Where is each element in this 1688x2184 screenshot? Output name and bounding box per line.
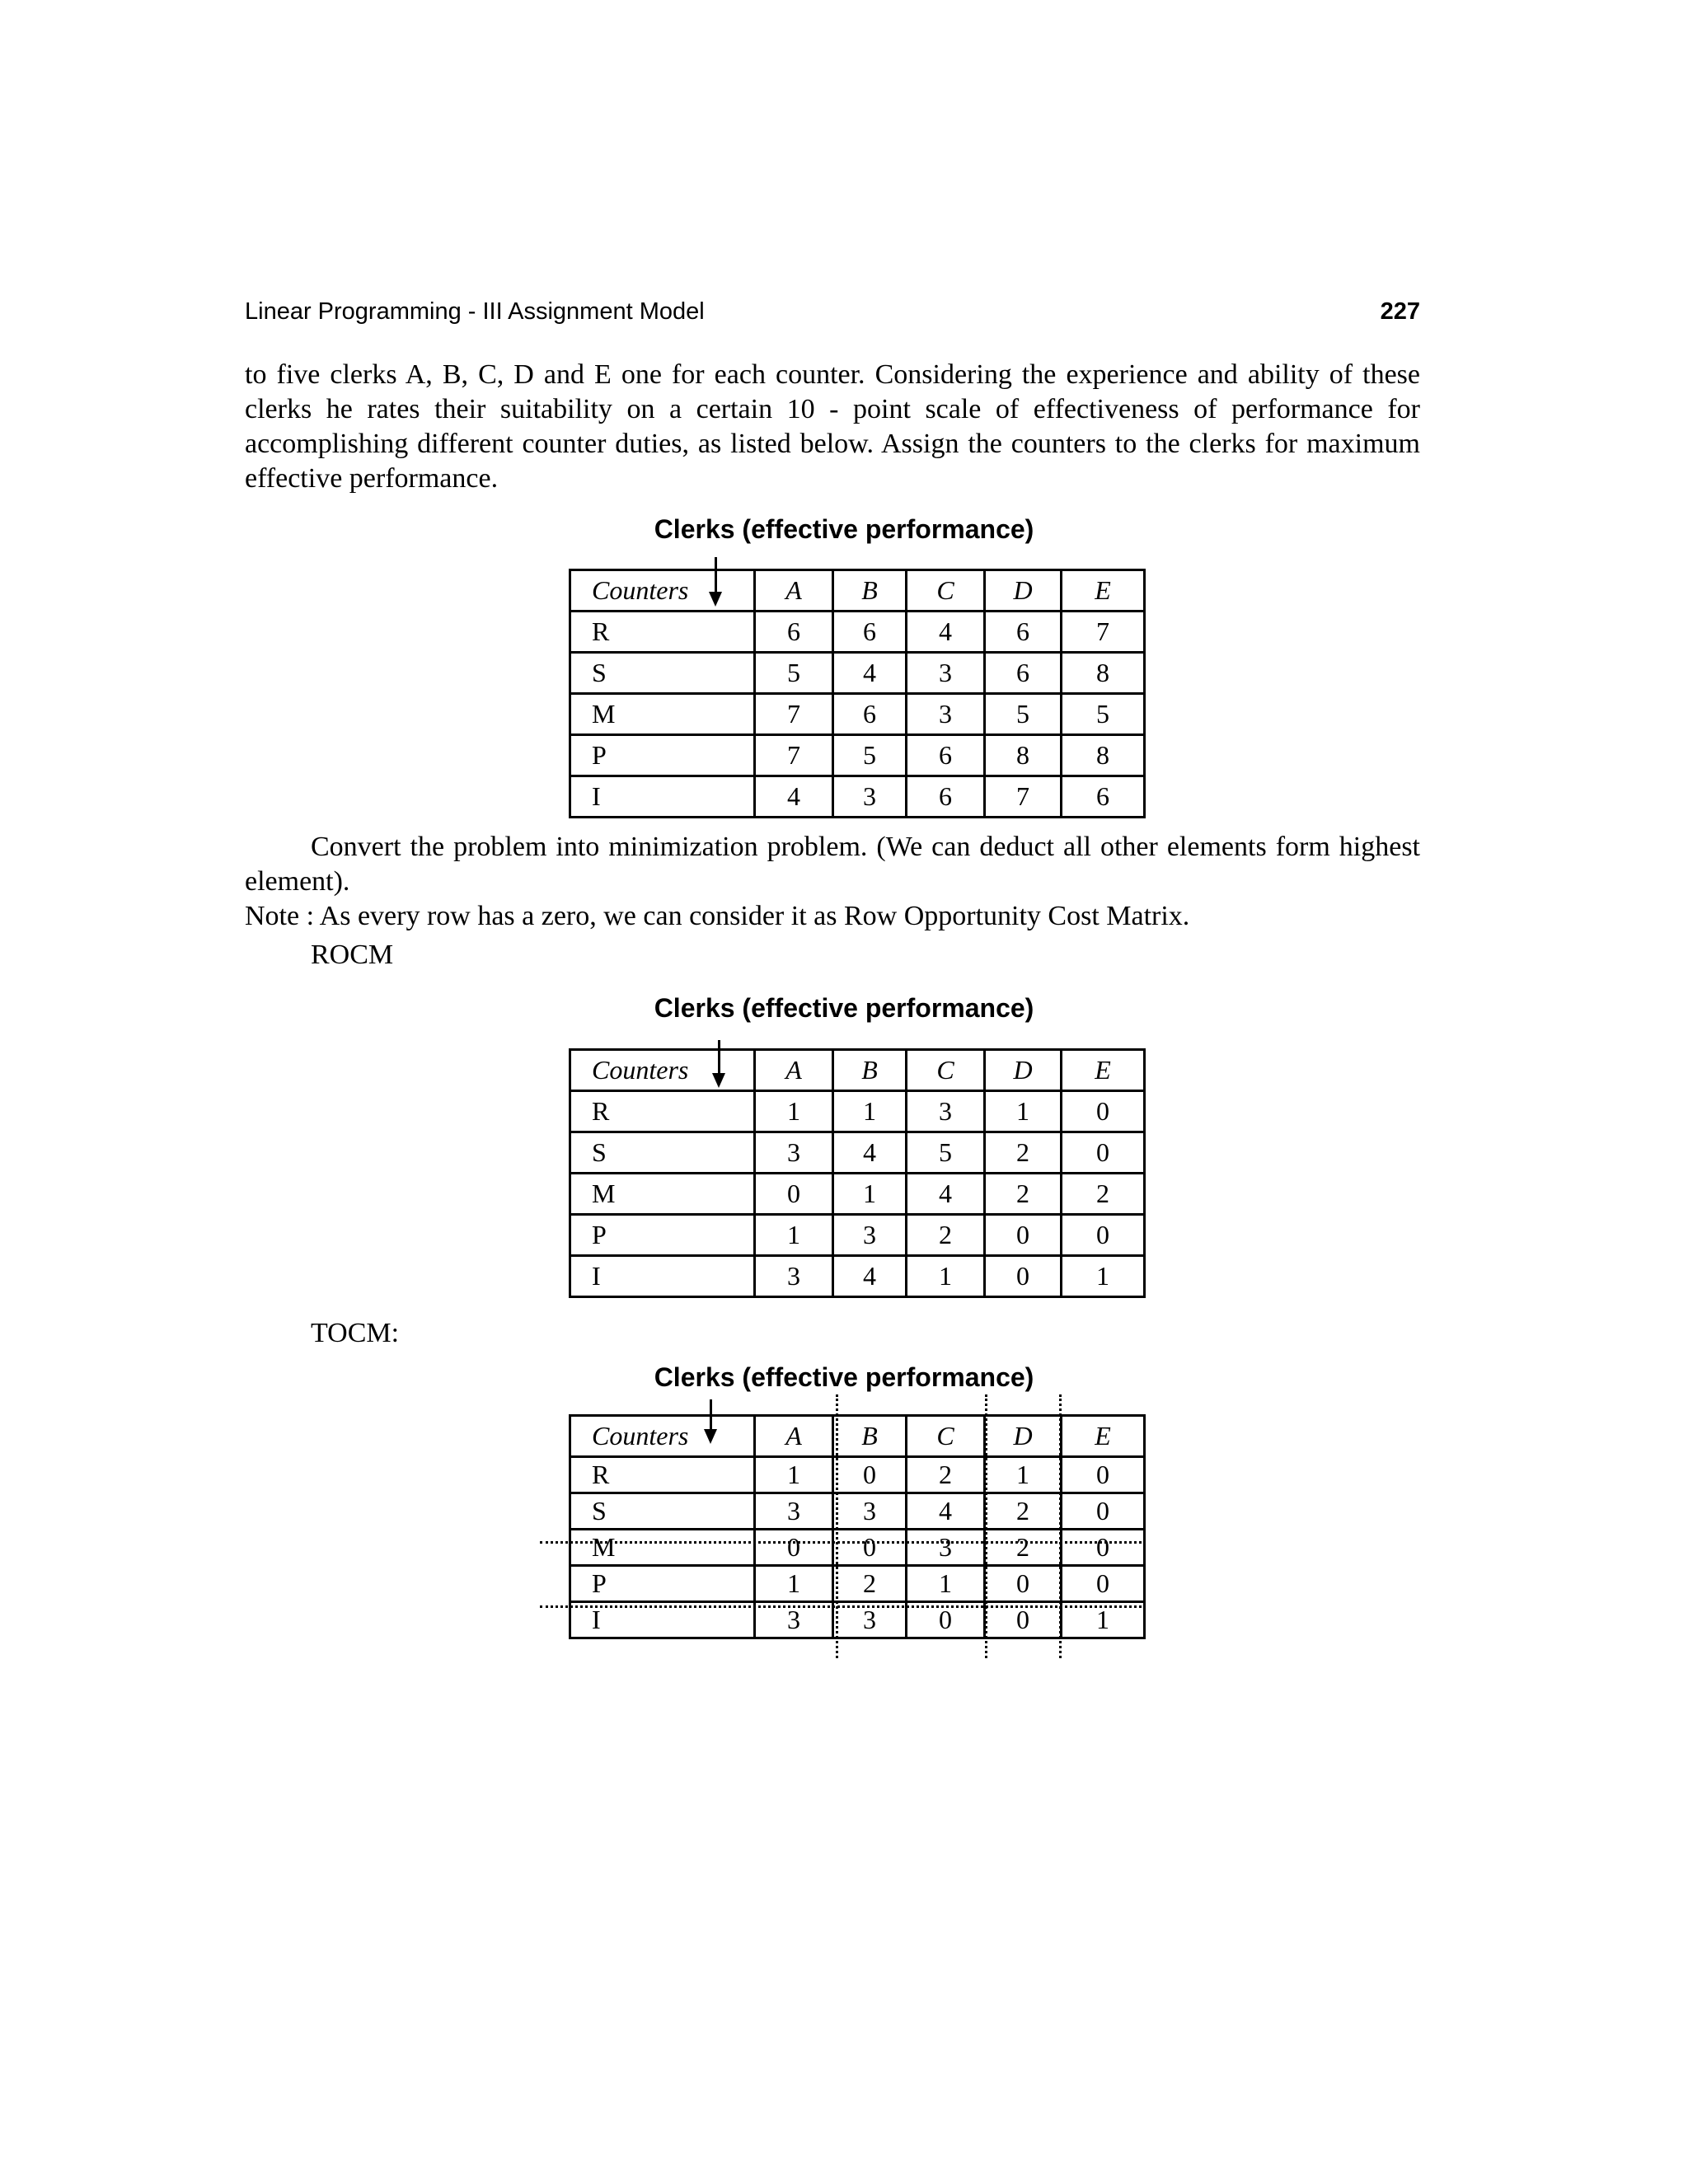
table-cell: 5 bbox=[985, 694, 1062, 735]
table-cell: 3 bbox=[755, 1256, 833, 1297]
column-header-e: E bbox=[1062, 1416, 1145, 1457]
table-row bbox=[570, 1215, 1145, 1256]
table-cell: 1 bbox=[755, 1215, 833, 1256]
cover-line-row-m bbox=[540, 1541, 1142, 1544]
column-header-b: B bbox=[833, 1416, 907, 1457]
table-cell: 0 bbox=[833, 1530, 907, 1566]
column-header-b: B bbox=[833, 1050, 907, 1091]
table-cell: 1 bbox=[1062, 1602, 1145, 1638]
chapter-title: Linear Programming - III Assignment Model bbox=[245, 298, 705, 325]
table-cell: 5 bbox=[1062, 694, 1145, 735]
table-cell: 2 bbox=[907, 1215, 985, 1256]
row-label: I bbox=[570, 1602, 755, 1638]
table-cell: 3 bbox=[907, 1530, 985, 1566]
table-cell: 5 bbox=[833, 735, 907, 776]
row-label: M bbox=[570, 1530, 755, 1566]
table-cell: 6 bbox=[755, 612, 833, 653]
table-cell: 0 bbox=[907, 1602, 985, 1638]
convert-paragraph: Convert the problem into minimization problem. (We can deduct all other elements form highest element). bbox=[245, 832, 1420, 897]
table-cell: 1 bbox=[833, 1174, 907, 1215]
table-cell: 2 bbox=[985, 1132, 1062, 1174]
table-cell: 1 bbox=[755, 1457, 833, 1493]
page-number: 227 bbox=[1380, 298, 1420, 325]
table-row bbox=[570, 735, 1145, 776]
table-cell: 2 bbox=[985, 1493, 1062, 1530]
row-label: M bbox=[570, 694, 755, 735]
table-row bbox=[570, 1174, 1145, 1215]
table-cell: 1 bbox=[755, 1091, 833, 1132]
row-label: P bbox=[570, 1215, 755, 1256]
table-cell: 3 bbox=[755, 1602, 833, 1638]
table-row bbox=[570, 1132, 1145, 1174]
row-label: P bbox=[570, 735, 755, 776]
table-row bbox=[570, 1566, 1145, 1602]
table3-caption: Clerks (effective performance) bbox=[654, 1362, 1034, 1392]
table-cell: 4 bbox=[833, 1256, 907, 1297]
column-header-a: A bbox=[755, 570, 833, 612]
table-cell: 2 bbox=[1062, 1174, 1145, 1215]
table-row bbox=[570, 694, 1145, 735]
table-cell: 1 bbox=[1062, 1256, 1145, 1297]
table-row bbox=[570, 1091, 1145, 1132]
tocm-label: TOCM: bbox=[311, 1318, 400, 1348]
running-header bbox=[245, 298, 1420, 331]
column-header-a: A bbox=[755, 1050, 833, 1091]
table-cell: 5 bbox=[755, 653, 833, 694]
row-label: M bbox=[570, 1174, 755, 1215]
table-row bbox=[570, 1256, 1145, 1297]
table-cell: 4 bbox=[755, 776, 833, 818]
table-row bbox=[570, 1457, 1145, 1493]
table-cell: 3 bbox=[755, 1493, 833, 1530]
cover-line-row-i bbox=[540, 1605, 1142, 1608]
table-cell: 1 bbox=[907, 1256, 985, 1297]
table-cell: 6 bbox=[985, 653, 1062, 694]
table-row bbox=[570, 776, 1145, 818]
table-cell: 1 bbox=[833, 1091, 907, 1132]
table2-table bbox=[569, 1048, 1146, 1298]
table-cell: 6 bbox=[833, 694, 907, 735]
column-header-d: D bbox=[985, 570, 1062, 612]
table-row bbox=[570, 653, 1145, 694]
table-cell: 2 bbox=[907, 1457, 985, 1493]
table-cell: 6 bbox=[907, 776, 985, 818]
table-cell: 1 bbox=[985, 1091, 1062, 1132]
column-header-a: A bbox=[755, 1416, 833, 1457]
row-label: R bbox=[570, 1457, 755, 1493]
corner-header: Counters bbox=[570, 1050, 755, 1091]
table-cell: 0 bbox=[1062, 1566, 1145, 1602]
corner-header: Counters bbox=[570, 570, 755, 612]
table-cell: 6 bbox=[907, 735, 985, 776]
table-cell: 3 bbox=[907, 1091, 985, 1132]
table-cell: 7 bbox=[985, 776, 1062, 818]
cover-line-col-b bbox=[836, 1394, 838, 1658]
note-paragraph: Note : As every row has a zero, we can consider it as Row Opportunity Cost Matrix. bbox=[245, 901, 1190, 931]
column-header-d: D bbox=[985, 1416, 1062, 1457]
column-header-e: E bbox=[1062, 1050, 1145, 1091]
table-cell: 0 bbox=[1062, 1091, 1145, 1132]
column-header-e: E bbox=[1062, 570, 1145, 612]
table-cell: 1 bbox=[907, 1566, 985, 1602]
table-cell: 0 bbox=[985, 1566, 1062, 1602]
row-label: R bbox=[570, 612, 755, 653]
table-cell: 1 bbox=[985, 1457, 1062, 1493]
column-header-c: C bbox=[907, 1050, 985, 1091]
table-cell: 3 bbox=[833, 776, 907, 818]
cover-line-col-d bbox=[985, 1394, 987, 1658]
table-row bbox=[570, 612, 1145, 653]
column-header-b: B bbox=[833, 570, 907, 612]
column-header-d: D bbox=[985, 1050, 1062, 1091]
table-cell: 4 bbox=[833, 653, 907, 694]
table-cell: 0 bbox=[985, 1215, 1062, 1256]
corner-header: Counters bbox=[570, 1416, 755, 1457]
table-cell: 6 bbox=[985, 612, 1062, 653]
table-cell: 3 bbox=[833, 1215, 907, 1256]
cover-line-col-e bbox=[1059, 1394, 1062, 1658]
row-label: S bbox=[570, 1493, 755, 1530]
column-header-c: C bbox=[907, 570, 985, 612]
table-cell: 6 bbox=[1062, 776, 1145, 818]
table-cell: 1 bbox=[755, 1566, 833, 1602]
table-cell: 3 bbox=[907, 653, 985, 694]
table2-matrix bbox=[569, 1048, 1146, 1298]
table-cell: 0 bbox=[833, 1457, 907, 1493]
table1-matrix bbox=[569, 569, 1146, 818]
table-cell: 6 bbox=[833, 612, 907, 653]
row-label: P bbox=[570, 1566, 755, 1602]
table-cell: 7 bbox=[755, 694, 833, 735]
table-cell: 5 bbox=[907, 1132, 985, 1174]
table-cell: 7 bbox=[755, 735, 833, 776]
table-cell: 4 bbox=[907, 1174, 985, 1215]
row-label: I bbox=[570, 776, 755, 818]
table-cell: 0 bbox=[755, 1530, 833, 1566]
row-label: S bbox=[570, 1132, 755, 1174]
table-row bbox=[570, 1530, 1145, 1566]
table2-caption: Clerks (effective performance) bbox=[654, 993, 1034, 1023]
table-cell: 2 bbox=[833, 1566, 907, 1602]
row-label: S bbox=[570, 653, 755, 694]
table-cell: 8 bbox=[1062, 653, 1145, 694]
table-cell: 2 bbox=[985, 1530, 1062, 1566]
table-cell: 7 bbox=[1062, 612, 1145, 653]
rocm-label: ROCM bbox=[311, 940, 394, 970]
row-label: I bbox=[570, 1256, 755, 1297]
table-cell: 0 bbox=[755, 1174, 833, 1215]
table-cell: 8 bbox=[1062, 735, 1145, 776]
table-cell: 8 bbox=[985, 735, 1062, 776]
table-cell: 3 bbox=[755, 1132, 833, 1174]
table-cell: 3 bbox=[907, 694, 985, 735]
table-cell: 0 bbox=[985, 1602, 1062, 1638]
table1-caption: Clerks (effective performance) bbox=[654, 514, 1034, 544]
table-row bbox=[570, 1493, 1145, 1530]
table-cell: 0 bbox=[1062, 1457, 1145, 1493]
table-cell: 0 bbox=[1062, 1530, 1145, 1566]
row-label: R bbox=[570, 1091, 755, 1132]
table-cell: 3 bbox=[833, 1493, 907, 1530]
column-header-c: C bbox=[907, 1416, 985, 1457]
table-cell: 0 bbox=[1062, 1493, 1145, 1530]
table-cell: 4 bbox=[833, 1132, 907, 1174]
table-cell: 2 bbox=[985, 1174, 1062, 1215]
table-cell: 0 bbox=[985, 1256, 1062, 1297]
table-cell: 3 bbox=[833, 1602, 907, 1638]
intro-paragraph: to five clerks A, B, C, D and E one for each counter. Considering the experience and ability of these clerks he rates their suitability on a certain 10 - point scale of effectiveness of performance for accomplishing different counter duties, as listed below. Assign the counters to the clerks for maximum effective performance. bbox=[245, 359, 1420, 494]
table1-table bbox=[569, 569, 1146, 818]
table-cell: 0 bbox=[1062, 1215, 1145, 1256]
table-cell: 0 bbox=[1062, 1132, 1145, 1174]
table-cell: 4 bbox=[907, 1493, 985, 1530]
table-cell: 4 bbox=[907, 612, 985, 653]
